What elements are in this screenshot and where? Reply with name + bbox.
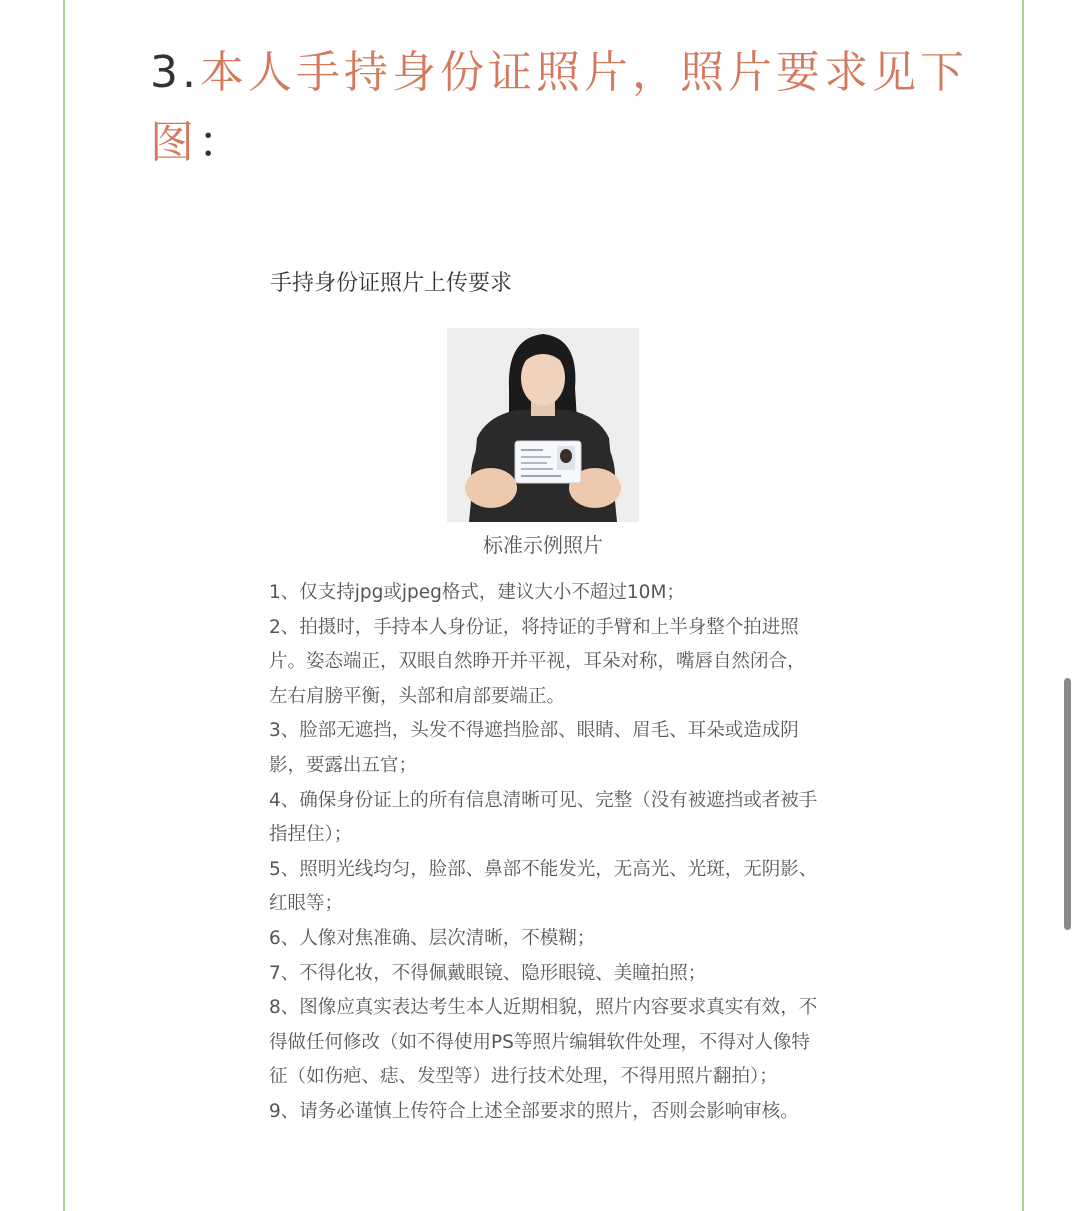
requirements-list: [269, 576, 819, 1130]
photo-caption: 标准示例照片: [483, 533, 603, 557]
scrollbar-thumb[interactable]: [1064, 678, 1071, 930]
requirement-item: 1、仅支持jpg或jpeg格式，建议大小不超过10M；: [269, 582, 685, 603]
sample-photo: [447, 328, 639, 522]
section-heading: [150, 38, 980, 178]
content-border-left: [63, 0, 65, 1211]
content-border-right: [1022, 0, 1024, 1211]
requirement-item: 5、照明光线均匀，脸部、鼻部不能发光，无高光、光斑，无阴影、红眼等；: [269, 858, 818, 915]
requirement-item: 4、确保身份证上的所有信息清晰可见、完整（没有被遮挡或者被手指捏住）；: [269, 789, 818, 846]
requirement-item: 6、人像对焦准确、层次清晰，不模糊；: [269, 927, 596, 949]
requirement-item: 2、拍摄时，手持本人身份证，将持证的手臂和上半身整个拍进照片。姿态端正，双眼自然睁开并平视，耳朵对称，嘴唇自然闭合，左右肩膀平衡，头部和肩部要端正。: [269, 616, 806, 707]
requirement-item: 3、脸部无遮挡，头发不得遮挡脸部、眼睛、眉毛、耳朵或造成阴影，要露出五官；: [269, 720, 799, 776]
heading-number: 3.: [150, 47, 200, 98]
requirement-item: 9、请务必谨慎上传符合上述全部要求的照片，否则会影响审核。: [269, 1100, 799, 1122]
heading-highlight: 本人手持身份证照片，照片要求见下图: [150, 47, 968, 168]
requirements-title: 手持身份证照片上传要求: [270, 271, 513, 296]
requirement-item: 7、不得化妆，不得佩戴眼镜、隐形眼镜、美瞳拍照；: [269, 962, 707, 984]
requirement-item: 8、图像应真实表达考生本人近期相貌，照片内容要求真实有效，不得做任何修改（如不得使用PS等照片编辑软件处理，不得对人像特征（如伤疤、痣、发型等）进行技术处理，不得用照片翻拍）；: [269, 997, 818, 1088]
sample-photo-illustration: [447, 328, 639, 522]
heading-suffix: ：: [198, 117, 246, 168]
